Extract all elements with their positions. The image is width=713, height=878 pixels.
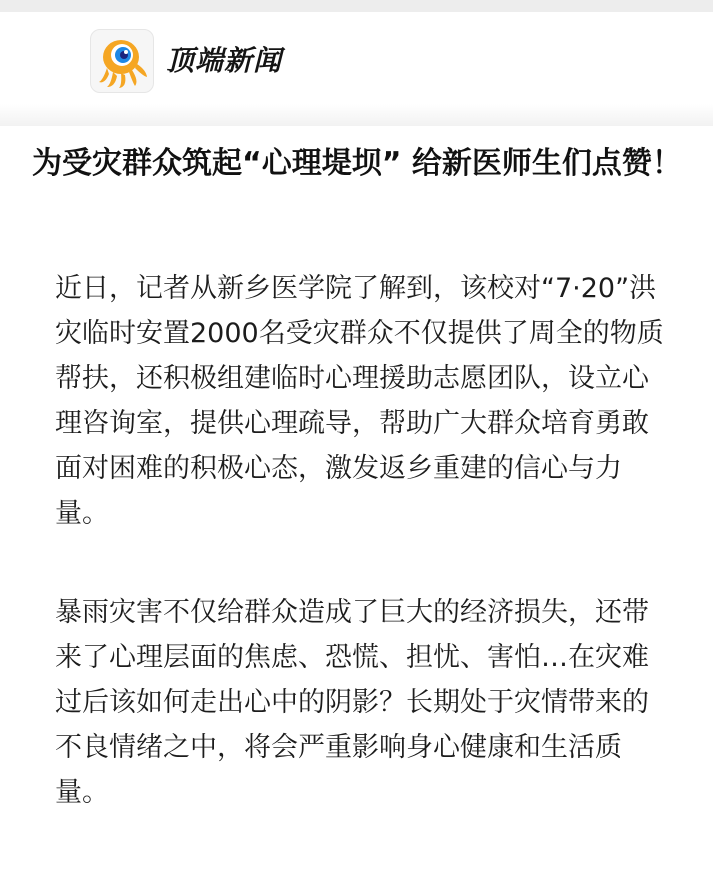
top-status-strip (0, 0, 713, 12)
logo-graphic (91, 30, 153, 92)
article-paragraph-2: 暴雨灾害不仅给群众造成了巨大的经济损失，还带来了心理层面的焦虑、恐慌、担忧、害怕…在灾难过后该如何走出心中的阴影？长期处于灾情带来的不良情绪之中，将会严重影响身心健康和生活质量。 (55, 597, 649, 808)
brand-name[interactable]: 顶端新闻 (166, 44, 283, 77)
article-paragraph-1: 近日，记者从新乡医学院了解到，该校对“7·20”洪灾临时安置2000名受灾群众不仅提供了周全的物质帮扶，还积极组建临时心理援助志愿团队，设立心理咨询室，提供心理疏导，帮助广大群众培育勇敢面对困难的积极心态，激发返乡重建的信心与力量。 (55, 273, 664, 529)
article-title: 为受灾群众筑起“心理堤坝” 给新医师生们点赞！ (32, 146, 682, 181)
octopus-mascot-icon[interactable] (90, 29, 154, 93)
header-shadow (0, 104, 713, 126)
